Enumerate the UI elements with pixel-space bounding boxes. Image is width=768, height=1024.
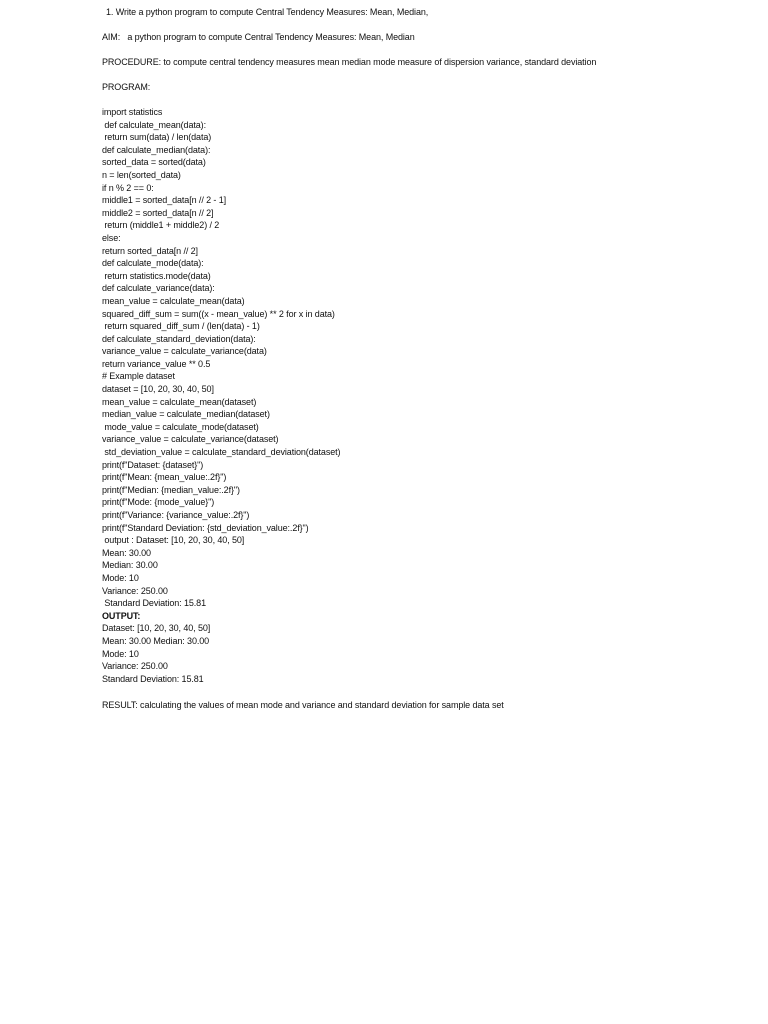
output-line: Mean: 30.00 Median: 30.00 [102, 635, 210, 646]
code-line: sorted_data = sorted(data) [102, 157, 206, 168]
aim-text: a python program to compute Central Tendency Measures: Mean, Median [127, 32, 415, 42]
code-line: squared_diff_sum = sum((x - mean_value) ** 2 for x in data) [102, 308, 335, 319]
code-line: print(f"Mode: {mode_value}") [102, 497, 215, 508]
code-line: print(f"Dataset: {dataset}") [102, 459, 204, 470]
code-line: mode_value = calculate_mode(dataset) [102, 421, 259, 432]
code-line: print(f"Median: {median_value:.2f}") [102, 484, 240, 495]
output-line: Variance: 250.00 [102, 661, 168, 672]
code-line: # Example dataset [102, 371, 175, 382]
code-line: variance_value = calculate_variance(dataset) [102, 434, 279, 445]
code-line: def calculate_mode(data): [102, 258, 204, 269]
code-line: Standard Deviation: 15.81 [102, 598, 206, 609]
code-line: def calculate_mean(data): [102, 119, 206, 130]
procedure-line: PROCEDURE: to compute central tendency measures mean median mode measure of dispersion variance, standard deviation [102, 57, 597, 67]
question-text: Write a python program to compute Central Tendency Measures: Mean, Median, [115, 7, 429, 17]
code-line: Variance: 250.00 [102, 585, 168, 596]
output-line: Mode: 10 [102, 648, 139, 659]
code-line: mean_value = calculate_mean(dataset) [102, 396, 257, 407]
code-line: Mode: 10 [102, 572, 139, 583]
code-line: Median: 30.00 [102, 560, 158, 571]
code-line: print(f"Mean: {mean_value:.2f}") [102, 472, 227, 483]
code-line: Mean: 30.00 [102, 547, 151, 558]
code-line: std_deviation_value = calculate_standard_deviation(dataset) [102, 447, 341, 458]
code-line: output : Dataset: [10, 20, 30, 40, 50] [102, 535, 245, 546]
output-label: OUTPUT: [102, 610, 141, 621]
code-line: return variance_value ** 0.5 [102, 358, 211, 369]
code-line: return sum(data) / len(data) [102, 132, 212, 143]
code-line: def calculate_standard_deviation(data): [102, 333, 256, 344]
aim-line [102, 31, 415, 44]
code-line: return statistics.mode(data) [102, 270, 211, 281]
question-heading [106, 6, 428, 19]
code-line: median_value = calculate_median(dataset) [102, 409, 270, 420]
program-code-block [102, 106, 340, 685]
code-line: return squared_diff_sum / (len(data) - 1) [102, 321, 260, 332]
code-line: return (middle1 + middle2) / 2 [102, 220, 220, 231]
code-line: print(f"Variance: {variance_value:.2f}") [102, 510, 250, 520]
code-line: middle2 = sorted_data[n // 2] [102, 207, 214, 218]
question-number: 1. [106, 7, 114, 17]
code-line: import statistics [102, 107, 163, 117]
output-line: Standard Deviation: 15.81 [102, 673, 204, 684]
code-line: def calculate_variance(data): [102, 283, 215, 294]
code-line: else: [102, 232, 121, 243]
program-label: PROGRAM: [102, 82, 151, 92]
code-line: middle1 = sorted_data[n // 2 - 1] [102, 195, 227, 206]
code-line: def calculate_median(data): [102, 144, 211, 155]
code-line: mean_value = calculate_mean(data) [102, 295, 245, 306]
aim-label: AIM: [102, 32, 121, 42]
code-line: variance_value = calculate_variance(data) [102, 346, 267, 357]
result-line: RESULT: calculating the values of mean mode and variance and standard deviation for sample data set [102, 700, 504, 710]
code-line: n = len(sorted_data) [102, 169, 181, 180]
code-line: if n % 2 == 0: [102, 182, 154, 193]
code-line: dataset = [10, 20, 30, 40, 50] [102, 384, 214, 395]
output-line: Dataset: [10, 20, 30, 40, 50] [102, 623, 211, 634]
code-line: return sorted_data[n // 2] [102, 245, 198, 256]
code-line: print(f"Standard Deviation: {std_deviation_value:.2f}") [102, 522, 309, 533]
